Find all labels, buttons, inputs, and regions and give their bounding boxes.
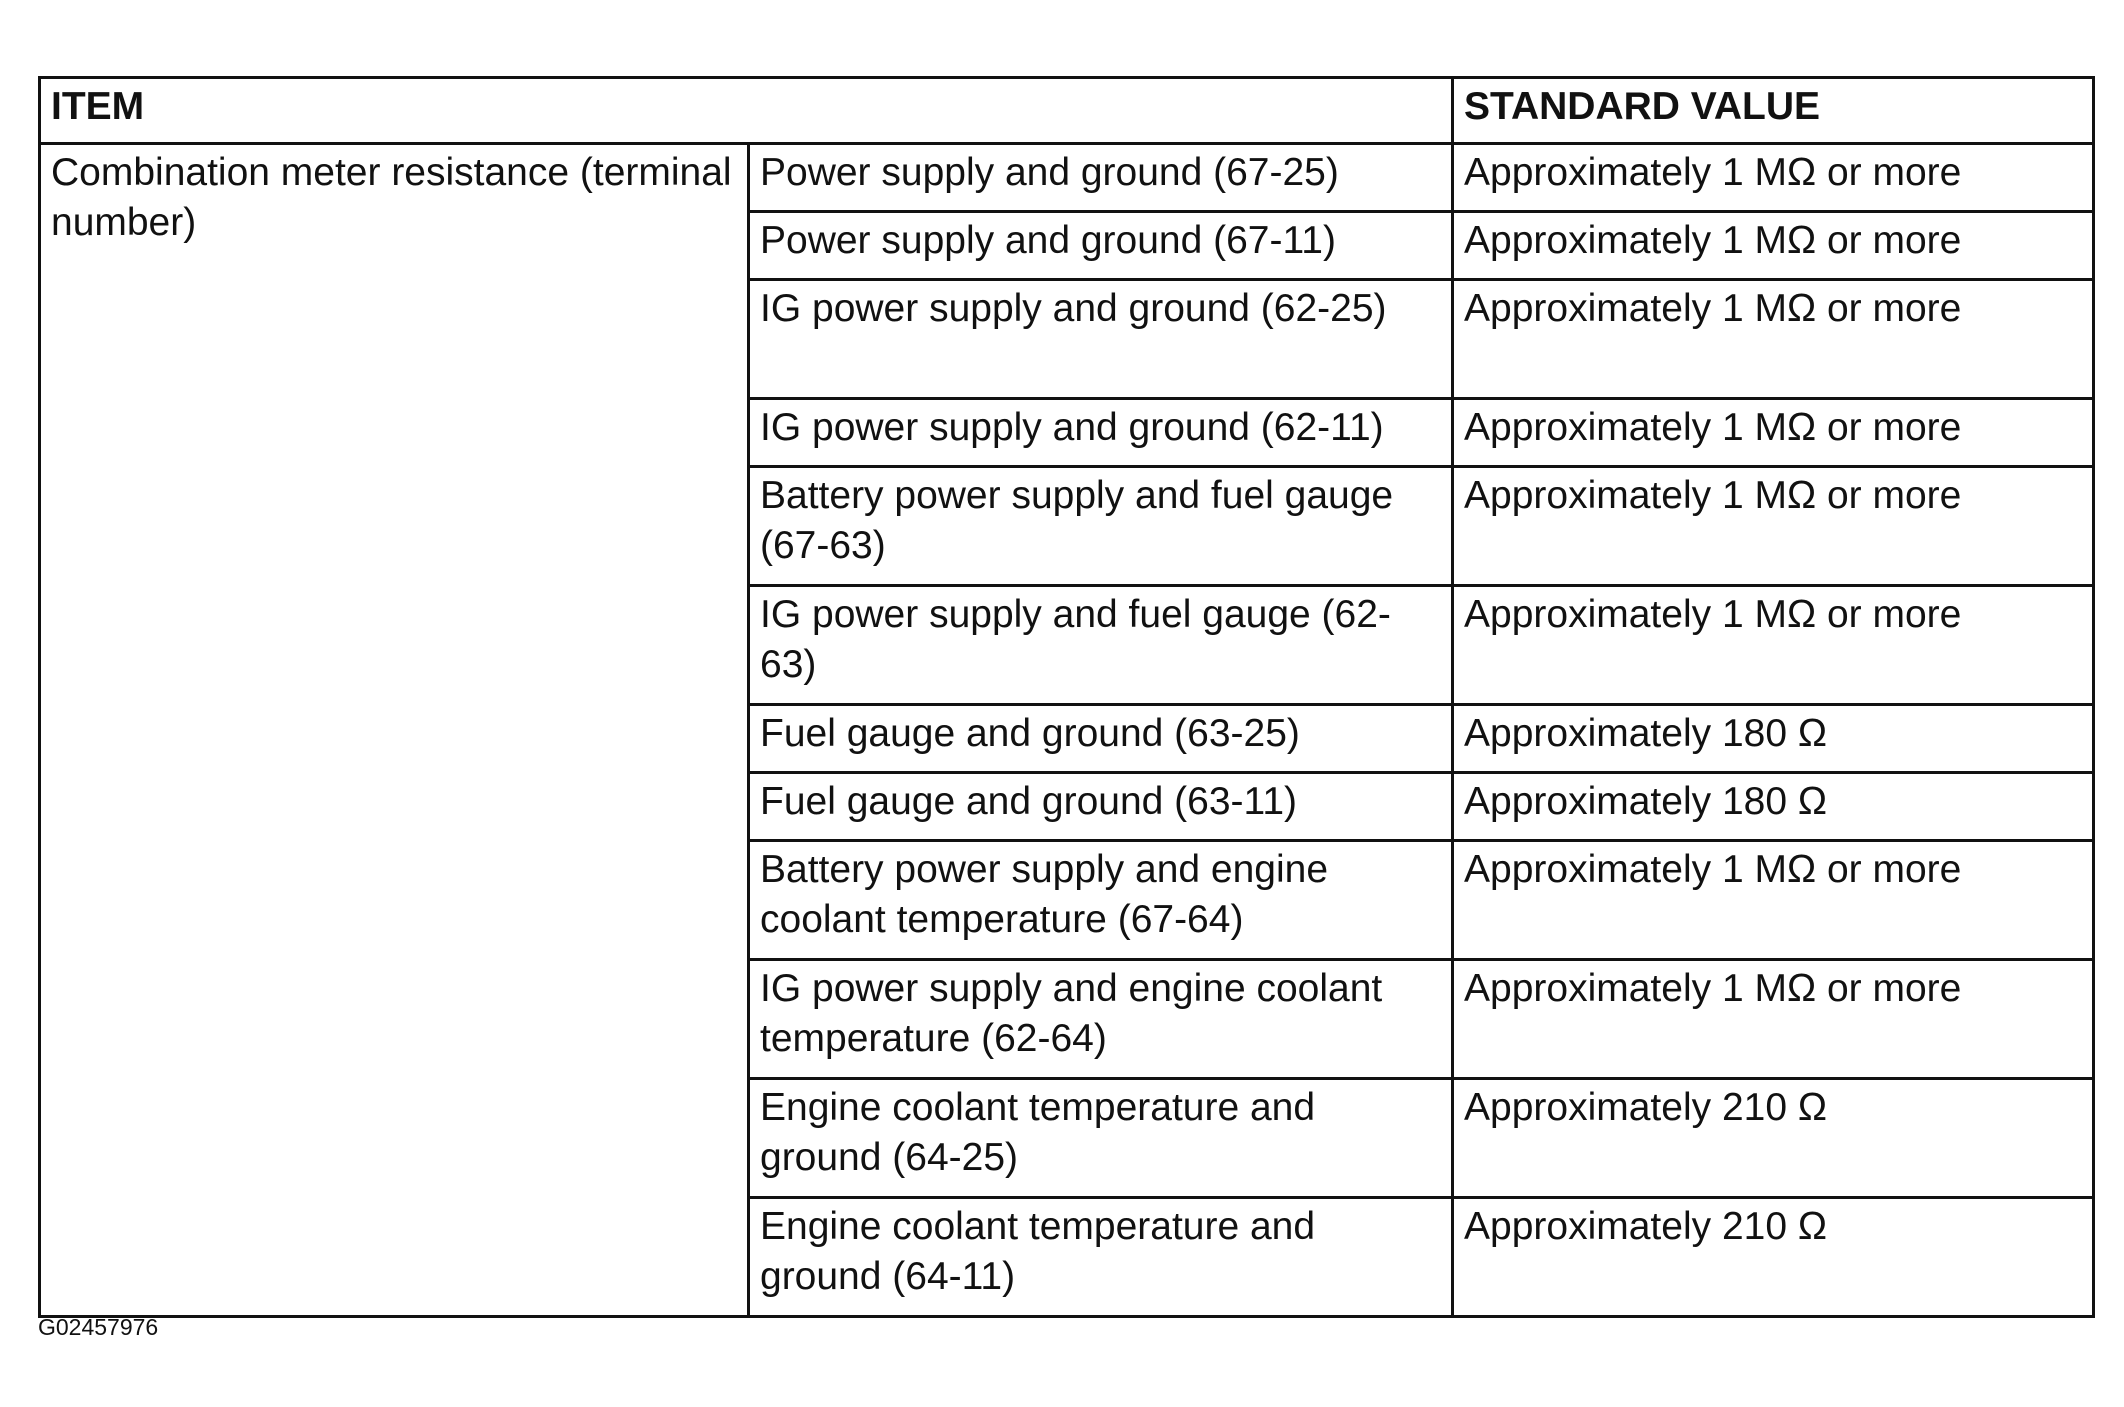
- value-cell: Approximately 1 MΩ or more: [1453, 280, 2094, 399]
- terminal-cell: Battery power supply and fuel gauge (67-63): [749, 467, 1453, 586]
- value-cell: Approximately 180 Ω: [1453, 705, 2094, 773]
- value-cell: Approximately 1 MΩ or more: [1453, 960, 2094, 1079]
- value-cell: Approximately 1 MΩ or more: [1453, 467, 2094, 586]
- spec-sheet: [38, 76, 2095, 1318]
- value-cell: Approximately 1 MΩ or more: [1453, 841, 2094, 960]
- value-cell: Approximately 1 MΩ or more: [1453, 399, 2094, 467]
- terminal-cell: IG power supply and engine coolant temperature (62-64): [749, 960, 1453, 1079]
- item-label-cell: Combination meter resistance (terminal number): [40, 144, 749, 1317]
- header-item: ITEM: [40, 78, 1453, 144]
- terminal-cell: Power supply and ground (67-25): [749, 144, 1453, 212]
- terminal-cell: Fuel gauge and ground (63-11): [749, 773, 1453, 841]
- terminal-cell: Engine coolant temperature and ground (64-11): [749, 1198, 1453, 1317]
- value-cell: Approximately 210 Ω: [1453, 1198, 2094, 1317]
- terminal-cell: Battery power supply and engine coolant temperature (67-64): [749, 841, 1453, 960]
- figure-id: G02457976: [38, 1314, 159, 1340]
- terminal-cell: Power supply and ground (67-11): [749, 212, 1453, 280]
- terminal-cell: IG power supply and fuel gauge (62-63): [749, 586, 1453, 705]
- table-row: [40, 144, 2094, 212]
- header-row: [40, 78, 2094, 144]
- value-cell: Approximately 210 Ω: [1453, 1079, 2094, 1198]
- value-cell: Approximately 1 MΩ or more: [1453, 586, 2094, 705]
- value-cell: Approximately 1 MΩ or more: [1453, 212, 2094, 280]
- terminal-cell: IG power supply and ground (62-11): [749, 399, 1453, 467]
- terminal-cell: IG power supply and ground (62-25): [749, 280, 1453, 399]
- value-cell: Approximately 1 MΩ or more: [1453, 144, 2094, 212]
- terminal-cell: Fuel gauge and ground (63-25): [749, 705, 1453, 773]
- header-standard-value: STANDARD VALUE: [1453, 78, 2094, 144]
- value-cell: Approximately 180 Ω: [1453, 773, 2094, 841]
- standard-value-table: [38, 76, 2095, 1318]
- terminal-cell: Engine coolant temperature and ground (64-25): [749, 1079, 1453, 1198]
